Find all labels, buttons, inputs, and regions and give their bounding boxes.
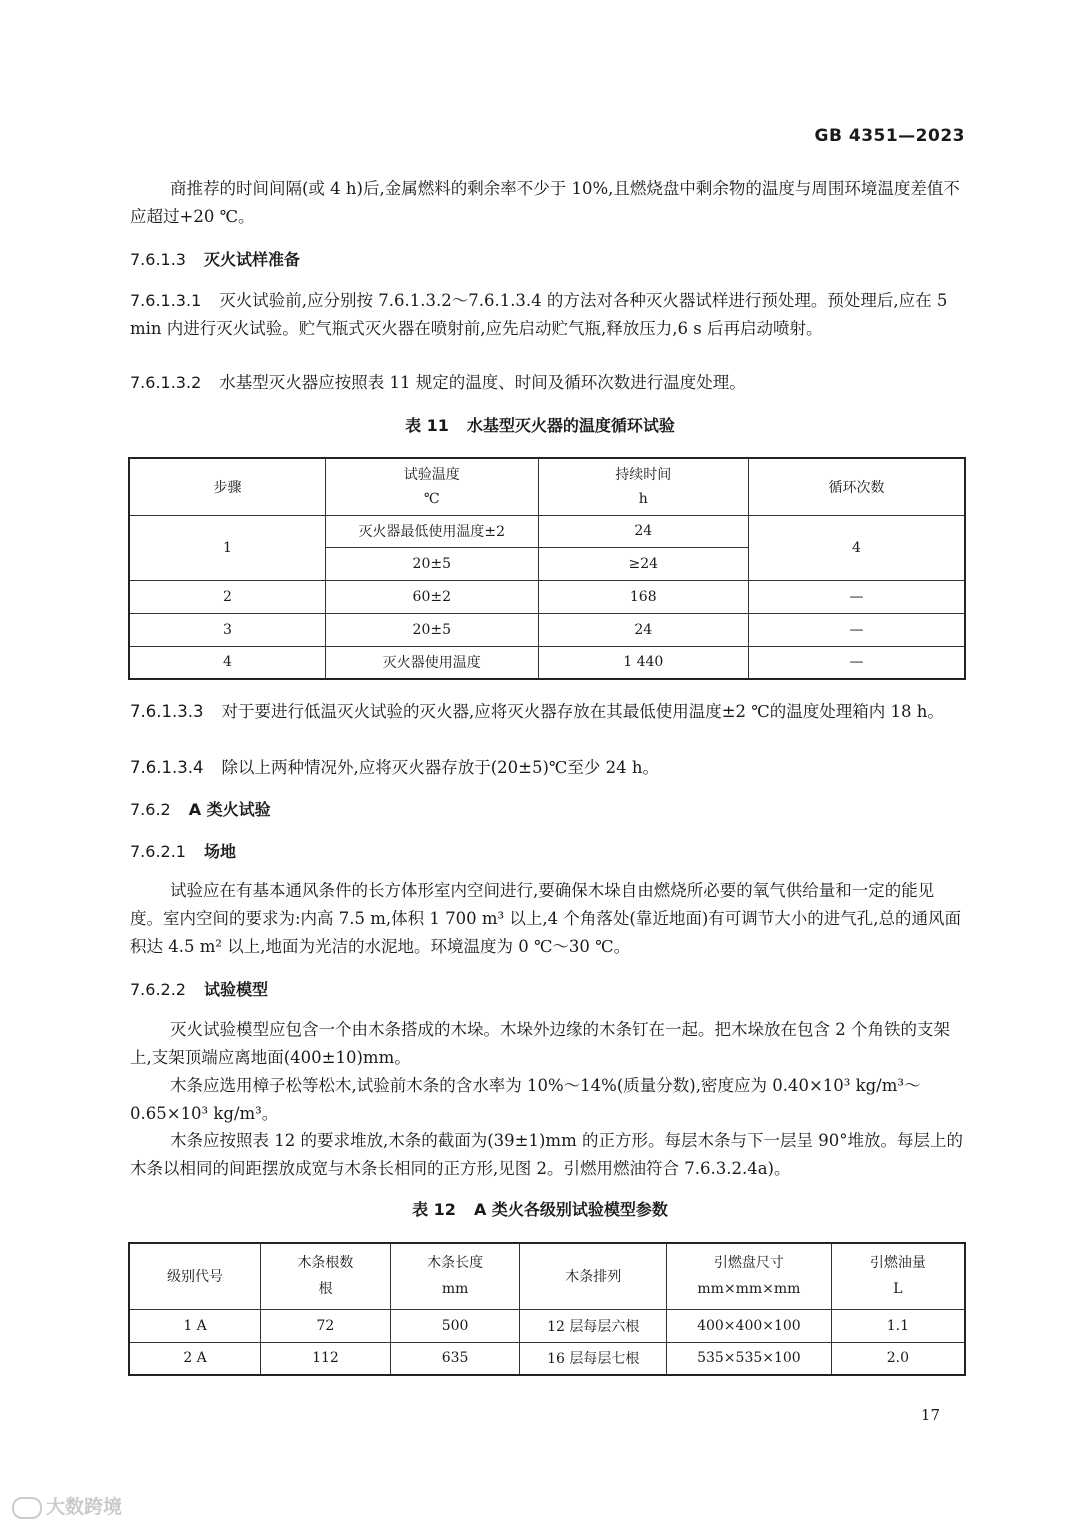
cell-pan: 535×535×100 [667,1342,832,1375]
header-pan [667,1243,832,1309]
section-title: 场地 [203,842,236,861]
cell-temp: 20±5 [326,613,539,646]
clause-number: 7.6.1.3.2 [130,373,202,392]
clause-text: 水基型灭火器应按照表 11 规定的温度、时间及循环次数进行温度处理。 [219,373,746,392]
clause-7-6-1-3-4 [130,754,966,782]
header-temp-unit: ℃ [423,490,440,507]
section-title: 灭火试样准备 [203,250,300,269]
cell-pan: 400×400×100 [667,1309,832,1342]
table-row [129,613,965,646]
heading-7-6-2-2 [130,976,966,1004]
cell-duration: 24 [538,515,749,547]
header-fuel-unit: L [893,1281,903,1298]
section-title: 试验模型 [203,980,268,999]
paragraph-continuation: 商推荐的时间间隔(或 4 h)后,金属燃料的剩余率不少于 10%,且燃烧盘中剩余物的温度与周围环境温度差值不应超过+20 ℃。 [130,179,960,226]
header-step: 步骤 [129,458,326,515]
cell-duration: ≥24 [538,547,749,580]
heading-7-6-2-1 [130,838,966,866]
header-length-unit: mm [441,1281,469,1298]
paragraph-site: 试验应在有基本通风条件的长方体形室内空间进行,要确保木垛自由燃烧所必要的氧气供给量和一定的能见度。室内空间的要求为:内高 7.5 m,体积 1 700 m³ 以上,4 个角落处(靠近地面)有可调节大小的进气孔,总的通风面积达 4.5 m² 以上,地面为光洁的水泥地。环境温度为 0 ℃～30 ℃。 [130,881,962,956]
header-length-label: 木条长度 [427,1255,484,1272]
cell-fuel: 1.1 [831,1309,965,1342]
cell-step: 3 [129,613,326,646]
header-duration [538,458,749,515]
header-length [390,1243,520,1309]
header-level: 级别代号 [129,1243,261,1309]
cell-step: 1 [129,515,326,580]
header-fuel [831,1243,965,1309]
cell-cycles: — [749,580,965,613]
cell-duration: 1 440 [538,646,749,679]
watermark-logo-icon [12,1497,42,1519]
paragraph-model-1: 灭火试验模型应包含一个由木条搭成的木垛。木垛外边缘的木条钉在一起。把木垛放在包含 2 个角铁的支架上,支架顶端应离地面(400±10)mm。 [130,1020,950,1067]
table-11 [128,457,966,680]
section-number: 7.6.1.3 [130,250,186,269]
header-arrangement: 木条排列 [520,1243,667,1309]
cell-length: 500 [390,1309,520,1342]
watermark [12,1492,122,1519]
table-row [129,1342,965,1375]
clause-text: 对于要进行低温灭火试验的灭火器,应将灭火器存放在其最低使用温度±2 ℃的温度处理箱内 18 h。 [221,702,944,721]
clause-7-6-1-3-1 [130,287,966,343]
header-count-unit: 根 [318,1281,333,1298]
cell-cycles: — [749,613,965,646]
table-row [129,515,965,547]
clause-text: 除以上两种情况外,应将灭火器存放于(20±5)℃至少 24 h。 [221,758,659,777]
paragraph-model-2: 木条应选用樟子松等松木,试验前木条的含水率为 10%～14%(质量分数),密度应为 0.40×10³ kg/m³～0.65×10³ kg/m³。 [130,1076,921,1123]
page-number: 17 [920,1406,940,1424]
header-fuel-label: 引燃油量 [869,1255,926,1272]
caption-title: A 类火各级别试验模型参数 [473,1200,668,1219]
paragraph-model-3: 木条应按照表 12 的要求堆放,木条的截面为(39±1)mm 的正方形。每层木条与下一层呈 90°堆放。每层上的木条以相同的间距摆放成宽与木条长相同的正方形,见图 2。引燃用燃油符合 7.6.3.2.4a)。 [130,1131,963,1178]
cell-temp: 20±5 [326,547,539,580]
caption-number: 表 11 [405,416,449,435]
cell-duration: 24 [538,613,749,646]
clause-number: 7.6.1.3.3 [130,702,204,721]
cell-temp: 60±2 [326,580,539,613]
clause-7-6-1-3-2 [130,369,966,397]
watermark-text: 大数跨境 [46,1496,123,1518]
caption-number: 表 12 [412,1200,456,1219]
clause-number: 7.6.1.3.1 [130,291,202,310]
section-title: A 类火试验 [188,800,271,819]
cell-count: 112 [261,1342,391,1375]
section-number: 7.6.2 [130,800,171,819]
cell-cycles: — [749,646,965,679]
section-number: 7.6.2.2 [130,980,186,999]
cell-length: 635 [390,1342,520,1375]
header-temp [326,458,539,515]
table-header-row [129,1243,965,1309]
cell-level: 2 A [129,1342,261,1375]
clause-text: 灭火试验前,应分别按 7.6.1.3.2～7.6.1.3.4 的方法对各种灭火器试样进行预处理。预处理后,应在 5 min 内进行灭火试验。贮气瓶式灭火器在喷射前,应先启动贮气瓶,释放压力,6 s 后再启动喷射。 [130,291,948,338]
standard-number: GB 4351—2023 [814,126,965,146]
cell-level: 1 A [129,1309,261,1342]
section-number: 7.6.2.1 [130,842,186,861]
cell-cycles: 4 [749,515,965,580]
header-count-label: 木条根数 [297,1255,354,1272]
heading-7-6-2 [130,796,966,824]
header-pan-label: 引燃盘尺寸 [713,1255,784,1272]
header-count [261,1243,391,1309]
cell-step: 2 [129,580,326,613]
heading-7-6-1-3 [130,246,966,274]
cell-duration: 168 [538,580,749,613]
header-duration-unit: h [638,490,648,507]
table-row [129,1309,965,1342]
table-header-row [129,458,965,515]
header-duration-label: 持续时间 [615,466,672,483]
header-temp-label: 试验温度 [403,466,460,483]
clause-number: 7.6.1.3.4 [130,758,204,777]
cell-fuel: 2.0 [831,1342,965,1375]
cell-temp: 灭火器最低使用温度±2 [326,515,539,547]
caption-title: 水基型灭火器的温度循环试验 [466,416,675,435]
table-row [129,580,965,613]
cell-temp: 灭火器使用温度 [326,646,539,679]
table-11-caption [0,413,1080,436]
clause-7-6-1-3-3 [130,698,966,726]
header-cycles: 循环次数 [749,458,965,515]
header-pan-unit: mm×mm×mm [697,1281,801,1298]
cell-count: 72 [261,1309,391,1342]
cell-arrangement: 12 层每层六根 [520,1309,667,1342]
table-12 [128,1242,966,1376]
cell-step: 4 [129,646,326,679]
cell-arrangement: 16 层每层七根 [520,1342,667,1375]
table-row [129,646,965,679]
table-12-caption [0,1197,1080,1220]
